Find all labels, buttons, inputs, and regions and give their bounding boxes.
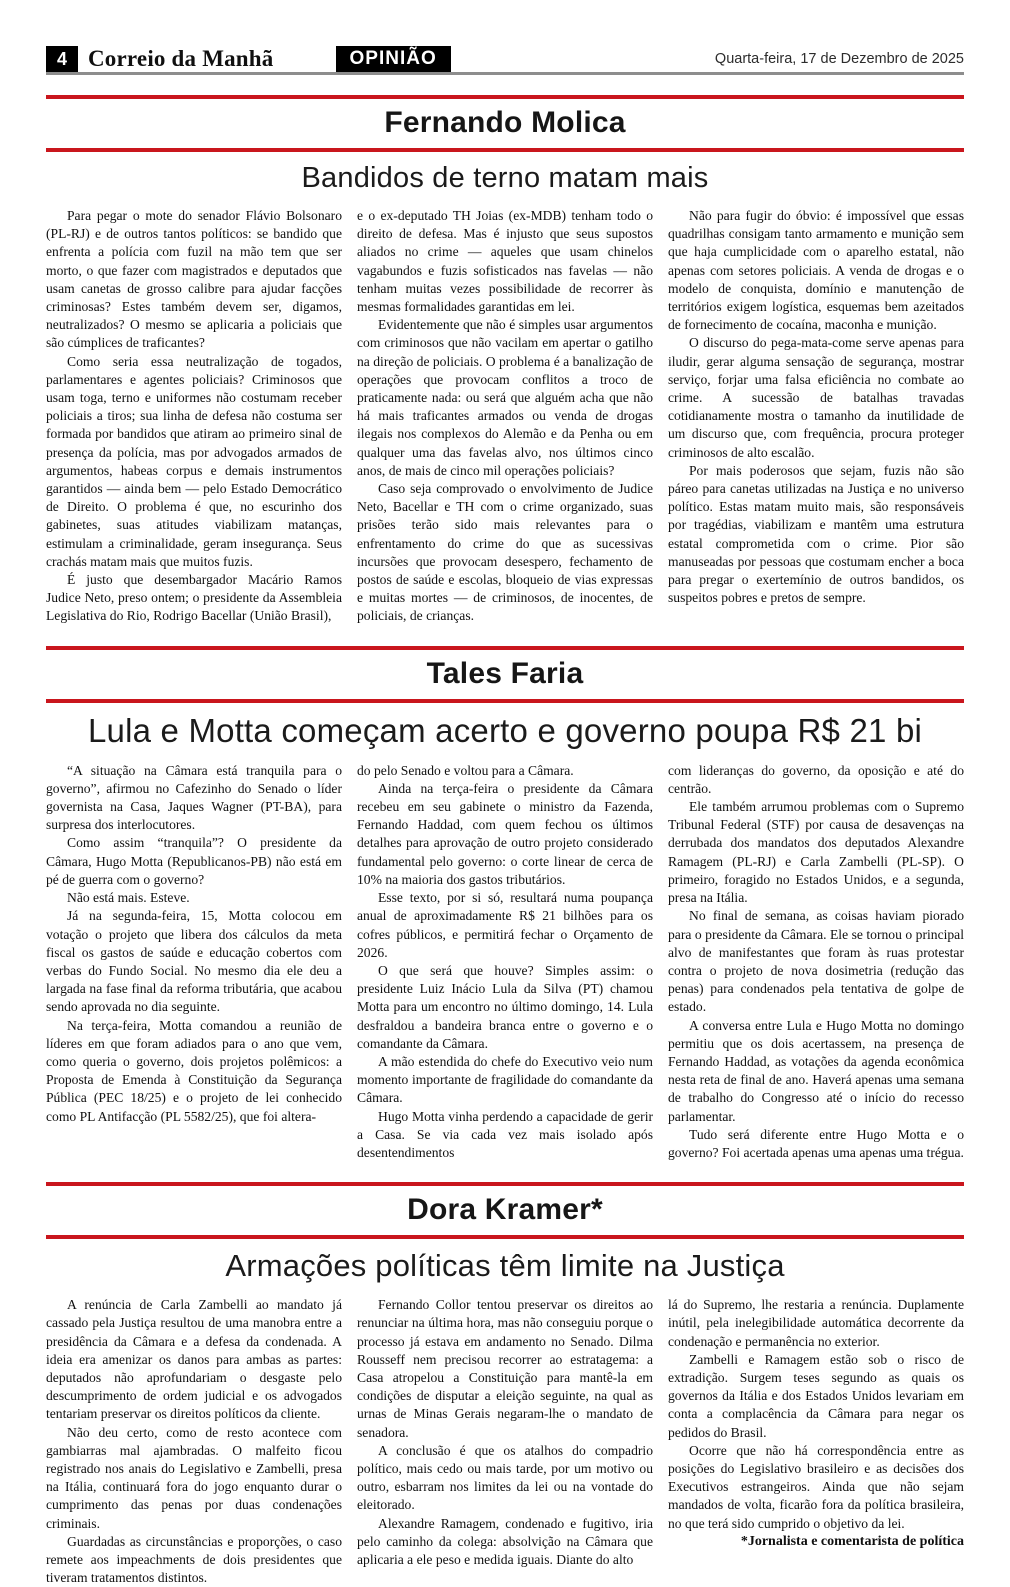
article-dora-kramer [46, 1182, 964, 1587]
article-paragraph: Caso seja comprovado o envolvimento de Judice Neto, Bacellar e TH com o crime organizado, suas prisões terão sido mais relevantes para o enfrentamento do crime do que as sucessivas incursões que provocam desespero, fechamento de postos de saúde e escolas, bloqueio de vias expressas e muitas mortes — de criminosos, de inocentes, de policiais, de crianças. [357, 481, 653, 624]
article-column [357, 207, 653, 626]
article-column [357, 762, 653, 1162]
author-band [46, 646, 964, 703]
article-paragraph: Não para fugir do óbvio: é impossível que essas quadrilhas consigam tanto armamento e munição sem que haja cumplicidade com o aparelho estatal, não apenas com setores policiais. A venda de drogas e o modelo de conquista, domínio e manutenção de territórios exigem logística, esquemas bem azeitados de fornecimento de cocaína, maconha e munição. [668, 208, 964, 333]
author-band [46, 1182, 964, 1239]
article-headline: Lula e Motta começam acerto e governo poupa R$ 21 bi [87, 711, 923, 749]
article-paragraph: lá do Supremo, lhe restaria a renúncia. Duplamente inútil, pela inelegibilidade automática decorrente da condenação e permanência no exterior. [668, 1297, 964, 1349]
article-paragraph: Na terça-feira, Motta comandou a reunião de líderes em que foram adiados para o ano que vem, como queria o governo, dois projetos polêmicos: a Proposta de Emenda à Constituição da Segurança Pública (PEC 18/25) e o projeto de lei conhecido como PL Antifacção (PL 5582/25), que foi altera- [46, 1017, 342, 1124]
article-columns [46, 1296, 964, 1587]
article-paragraph: Como assim “tranquila”? O presidente da Câmara, Hugo Motta (Republicanos-PB) não está em pé de guerra com o governo? [46, 835, 342, 887]
article-column [46, 762, 342, 1126]
author-band [46, 95, 964, 152]
section-label: OPINIÃO [336, 46, 451, 72]
author-name: Fernando Molica [384, 106, 626, 139]
article-column [668, 1296, 964, 1551]
author-footnote: *Jornalista e comentarista de política [740, 1533, 964, 1549]
article-paragraph: Para pegar o mote do senador Flávio Bolsonaro (PL-RJ) e de outros tantos políticos: se bandido que enfrenta a polícia com fuzil na mão tem que ser morto, o que fazer com magistrados e deputados que usam canetas de grosso calibre para ajudar facções criminosas? Estes também devem ser, digamos, neutralizados? O mesmo se aplicaria a policiais que são cúmplices de traficantes? [46, 208, 342, 351]
article-paragraph: com lideranças do governo, da oposição e até do centrão. [668, 762, 964, 796]
author-name: Tales Faria [426, 656, 584, 690]
article-headline: Bandidos de terno matam mais [301, 162, 709, 194]
article-columns [46, 762, 964, 1162]
article-headline: Armações políticas têm limite na Justiça [225, 1248, 785, 1284]
article-paragraph: Tudo será diferente entre Hugo Motta e o governo? Foi acertada apenas uma apenas uma trégua. [668, 1126, 964, 1160]
article-paragraph: A renúncia de Carla Zambelli ao mandato já cassado pela Justiça resultou de uma manobra entre a presidência da Câmara e a defesa da condenada. A ideia era amenizar os danos para ambas as partes: deputados não aprofundariam o desgaste pelo descumprimento de ordem judicial e os advogados tentariam preservar os direitos políticos da cliente. [46, 1297, 342, 1422]
article-column [46, 207, 342, 626]
article-column [668, 762, 964, 1162]
author-name: Dora Kramer* [407, 1193, 603, 1227]
article-column [357, 1296, 653, 1569]
article-paragraph: O discurso do pega-mata-come serve apenas para iludir, gerar alguma sensação de segurança, mostrar serviço, forjar uma falsa eficiência no combate ao crime. A sucessão de batalhas travadas cotidianamente mostra o tamanho da inutilidade de um discurso que, com frequência, procura proteger criminosos de alto escalão. [668, 335, 964, 460]
article-paragraph: Não deu certo, como de resto acontece com gambiarras mal ajambradas. O malfeito ficou registrado nos anais do Legislativo e Zambelli, presa na Itália, continuará fora do jogo enquanto durar o cumprimento das penas por duas condenações criminais. [46, 1424, 342, 1531]
article-columns [46, 207, 964, 626]
article-paragraph: A conclusão é que os atalhos do compadrio político, mais cedo ou mais tarde, por um motivo ou outro, esbarram nos limites da lei ou na vontade do eleitorado. [357, 1442, 653, 1513]
article-paragraph: Evidentemente que não é simples usar argumentos com criminosos que não vacilam em apertar o gatilho na direção de policiais. O problema é a banalização de operações que provocam conflitos a troco de praticamente nada: ou será que alguém acha que não há mais traficantes armados ou venda de drogas ilegais nos complexos do Alemão e da Penha ou em qualquer uma das favelas alvo, nos últimos cinco anos, de mais de cinco mil operações policiais? [357, 317, 653, 478]
article-paragraph: Ele também arrumou problemas com o Supremo Tribunal Federal (STF) por causa de desavenças na derrubada dos mandatos dos deputados Alexandre Ramagem (PL-RJ) e Carla Zambelli (PL-SP). O primeiro, foragido no Estados Unidos, e a segunda, presa na Itália. [668, 799, 964, 906]
article-paragraph: do pelo Senado e voltou para a Câmara. [357, 762, 574, 778]
article-paragraph: A conversa entre Lula e Hugo Motta no domingo permitiu que os dois acertassem, na presença de Fernando Haddad, as votações da agenda econômica nesta reta de final de ano. Haverá apenas uma semana de trabalho do Congresso até o início do recesso parlamentar. [668, 1017, 964, 1124]
article-paragraph: Ainda na terça-feira o presidente da Câmara recebeu em seu gabinete o ministro da Fazenda, Fernando Haddad, com quem fechou os últimos detalhes para aprovação de outro projeto considerado fundamental pelo governo: o corte linear de cerca de 10% na maioria dos gastos tributários. [357, 780, 653, 887]
article-paragraph: É justo que desembargador Macário Ramos Judice Neto, preso ontem; o presidente da Assembleia Legislativa do Rio, Rodrigo Bacellar (União Brasil), [46, 572, 342, 624]
article-paragraph: Guardadas as circunstâncias e proporções, o caso remete aos impeachments de dois presidentes que tiveram tratamentos distintos. [46, 1533, 342, 1586]
article-paragraph: Fernando Collor tentou preservar os direitos ao renunciar na última hora, mas não conseguiu porque o processo já estava em andamento no Senado. Dilma Rousseff nem precisou recorrer ao estratagema: a Casa atropelou a Constituição para mantê-la em condições de disputar a eleição seguinte, na qual as urnas de Minas Gerais negaram-lhe o mandato de senadora. [357, 1297, 653, 1440]
page-number-badge: 4 [46, 46, 78, 72]
article-column [668, 207, 964, 607]
article-paragraph: Ocorre que não há correspondência entre as posições do Legislativo brasileiro e as decisões dos Executivos estrangeiros. Ainda que não sejam mandados de volta, ficarão fora da política brasileira, no que terá sido cumprido o objetivo da lei. [668, 1442, 964, 1531]
article-paragraph: Alexandre Ramagem, condenado e fugitivo, iria pelo caminho da colega: absolvição na Câmara que aplicaria a ele peso e medida iguais. Diante do alto [357, 1515, 653, 1567]
article-paragraph: e o ex-deputado TH Joias (ex-MDB) tenham todo o direito de defesa. Mas é injusto que seus supostos aliados no crime — aqueles que usam chinelos vagabundos e fuzis sofisticados nas favelas — não tenham muitas vezes possibilidade de recorrer às mesmas formalidades garantidas em lei. [357, 208, 653, 315]
article-paragraph: No final de semana, as coisas haviam piorado para o presidente da Câmara. Ele se tornou o principal alvo de manifestantes que foram às ruas protestar contra o projeto de nova dosimetria (redução das penas) para condenados pela tentativa de golpe de estado. [668, 908, 964, 1015]
newspaper-title: Correio da Manhã [88, 46, 274, 71]
article-fernando-molica [46, 95, 964, 626]
article-paragraph: Como seria essa neutralização de togados, parlamentares e agentes policiais? Criminosos que usam toga, terno e uniformes não costumam receber policiais a tiros; sua linha de defesa não costuma ser formada por bandidos que atiram ao primeiro sinal de presença da polícia, mas por advogados armados de argumentos, habeas corpus e demais instrumentos garantidos — ainda bem — pelo Estado Democrático de Direito. O problema é que, no escurinho dos gabinetes, suas atitudes viabilizam matanças, estimulam a criminalidade, geram insegurança. Seus crachás matam mais que muitos fuzis. [46, 353, 342, 569]
article-column [46, 1296, 342, 1587]
article-paragraph: “A situação na Câmara está tranquila para o governo”, afirmou no Cafezinho do Senado o líder governista na Casa, Jaques Wagner (PT-BA), para surpresa dos interlocutores. [46, 762, 342, 833]
article-tales-faria [46, 646, 964, 1162]
issue-date: Quarta-feira, 17 de Dezembro de 2025 [714, 51, 964, 67]
article-paragraph: O que será que houve? Simples assim: o presidente Luiz Inácio Lula da Silva (PT) chamou Motta para um encontro no último domingo, 14. Lula desfraldou a bandeira branca entre o governo e o comandante da Câmara. [357, 962, 653, 1051]
masthead [46, 44, 964, 75]
article-paragraph: Esse texto, por si só, resultará numa poupança anual de aproximadamente R$ 21 bilhões para os cofres públicos, e permitirá fechar o Orçamento de 2026. [357, 890, 653, 960]
article-paragraph: A mão estendida do chefe do Executivo veio num momento importante de fragilidade do comandante da Câmara. [357, 1053, 653, 1106]
article-paragraph: Por mais poderosos que sejam, fuzis não são páreo para canetas utilizadas na Justiça e no universo político. Estas matam muito mais, são responsáveis por tragédias, viabilizam e mantêm uma estrutura estatal comprometida com o crime. Pior são manuseadas por pessoas que costumam encher a boca para pregar o exertemínio de outros bandidos, os suspeitos pobres e pretos de sempre. [668, 462, 964, 606]
article-paragraph: Hugo Motta vinha perdendo a capacidade de gerir a Casa. Se via cada vez mais isolado após desentendimentos [357, 1108, 653, 1160]
article-paragraph: Não está mais. Esteve. [67, 890, 190, 906]
article-paragraph: Já na segunda-feira, 15, Motta colocou em votação o projeto que libera dos cálculos da meta fiscal os gastos de saúde e educação cobertos com verbas do Fundo Social. No mesmo dia ele deu a largada na fase final da reforma tributária, que acabou sendo aprovada no dia seguinte. [46, 908, 342, 1015]
newspaper-page [46, 0, 964, 1587]
article-paragraph: Zambelli e Ramagem estão sob o risco de extradição. Surgem teses segundo as quais os governos da Itália e dos Estados Unidos levariam em conta a complacência da Câmara para negar os pedidos do Brasil. [668, 1351, 964, 1440]
